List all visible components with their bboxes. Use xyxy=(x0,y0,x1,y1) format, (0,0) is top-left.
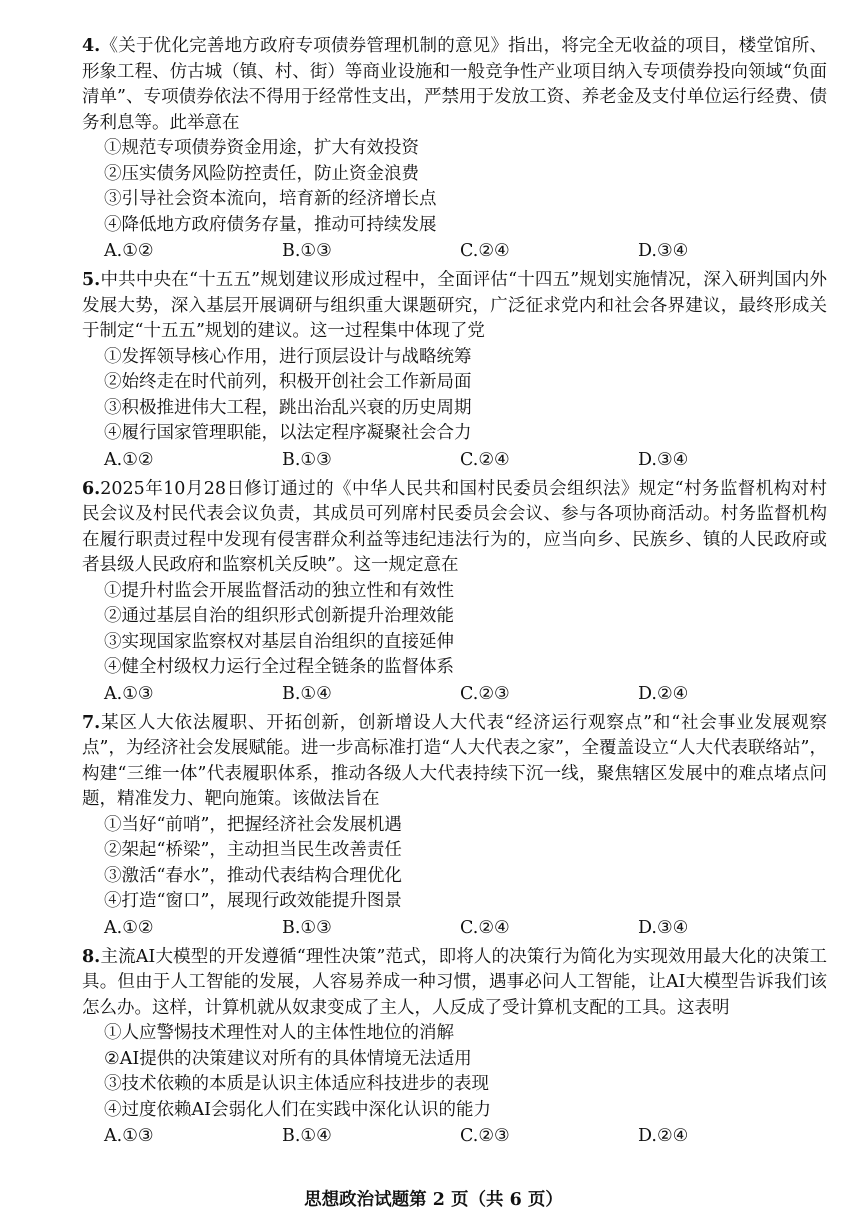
statement-list xyxy=(82,136,827,238)
question-number: 7. xyxy=(82,712,101,733)
answer-choice: D.③④ xyxy=(638,917,689,938)
answer-choice: C.②④ xyxy=(460,917,510,938)
statement-list xyxy=(82,579,827,681)
answer-choice: A.①② xyxy=(104,449,154,470)
question-7 xyxy=(82,711,827,941)
statement-list xyxy=(82,345,827,447)
answer-choices xyxy=(104,447,827,473)
statement-item: ①提升村监会开展监督活动的独立性和有效性 xyxy=(104,580,454,601)
question-stem xyxy=(82,34,827,136)
question-5 xyxy=(82,268,827,473)
question-text: 《关于优化完善地方政府专项债券管理机制的意见》指出，将完全无收益的项目，楼堂馆所、形象工程、仿古城（镇、村、街）等商业设施和一般竞争性产业项目纳入专项债券投向领域“负面清单”、专项债券依法不得用于经常性支出，严禁用于发放工资、养老金及支付单位运行经费、债务利息等。此举意在 xyxy=(82,36,827,133)
answer-choice: C.②④ xyxy=(460,241,510,261)
question-number: 6. xyxy=(82,478,101,499)
question-4 xyxy=(82,34,827,264)
statement-list xyxy=(82,1021,827,1123)
answer-choice: A.①② xyxy=(104,241,154,261)
answer-choice: D.②④ xyxy=(638,1126,689,1146)
answer-choice: B.①④ xyxy=(282,1126,332,1146)
question-list xyxy=(82,34,827,1149)
answer-choice: C.②④ xyxy=(460,449,510,470)
statement-item: ③实现国家监察权对基层自治组织的直接延伸 xyxy=(104,631,454,652)
statement-item: ④健全村级权力运行全过程全链条的监督体系 xyxy=(104,657,454,677)
statement-item: ②通过基层自治的组织形式创新提升治理效能 xyxy=(104,606,454,626)
statement-item: ③激活“春水”，推动代表结构合理优化 xyxy=(104,865,402,886)
question-text: 某区人大依法履职、开拓创新，创新增设人大代表“经济运行观察点”和“社会事业发展观察点”，为经济社会发展赋能。进一步高标准打造“人大代表之家”，全覆盖设立“人大代表联络站”，构建“三维一体”代表履职体系，推动各级人大代表持续下沉一线，聚焦辖区发展中的难点堵点问题，精准发力、靶向施策。该做法旨在 xyxy=(82,712,827,809)
statement-item: ④降低地方政府债务存量，推动可持续发展 xyxy=(104,214,437,235)
statement-item: ①规范专项债券资金用途，扩大有效投资 xyxy=(104,138,419,158)
answer-choice: A.①② xyxy=(104,917,154,938)
statement-item: ②AI提供的决策建议对所有的具体情境无法适用 xyxy=(104,1048,472,1069)
answer-choice: C.②③ xyxy=(460,683,510,704)
answer-choice: B.①④ xyxy=(282,683,332,704)
page-footer: 思想政治试题第 2 页（共 6 页） xyxy=(304,1190,563,1210)
answer-choice: D.③④ xyxy=(638,449,689,470)
answer-choice: B.①③ xyxy=(282,449,332,470)
answer-choices xyxy=(104,238,827,264)
statement-item: ②始终走在时代前列，积极开创社会工作新局面 xyxy=(104,372,472,392)
statement-item: ④过度依赖AI会弱化人们在实践中深化认识的能力 xyxy=(104,1099,492,1120)
question-number: 5. xyxy=(82,270,101,290)
answer-choice: D.③④ xyxy=(638,241,689,261)
statement-item: ②架起“桥梁”，主动担当民生改善责任 xyxy=(104,840,402,860)
answer-choice: B.①③ xyxy=(282,917,332,938)
question-stem xyxy=(82,711,827,813)
question-stem xyxy=(82,945,827,1022)
question-number: 4. xyxy=(82,36,101,56)
answer-choices xyxy=(104,1123,827,1149)
answer-choice: A.①③ xyxy=(104,683,154,704)
question-number: 8. xyxy=(82,946,101,967)
answer-choice: B.①③ xyxy=(282,241,332,261)
statement-item: ①发挥领导核心作用，进行顶层设计与战略统筹 xyxy=(104,346,472,367)
question-text: 中共中央在“十五五”规划建议形成过程中，全面评估“十四五”规划实施情况，深入研判国内外发展大势，深入基层开展调研与组织重大课题研究，广泛征求党内和社会各界建议，最终形成关于制定“十五五”规划的建议。这一过程集中体现了党 xyxy=(82,270,827,341)
answer-choice: C.②③ xyxy=(460,1126,510,1146)
statement-item: ③引导社会资本流向，培育新的经济增长点 xyxy=(104,189,437,209)
answer-choice: A.①③ xyxy=(104,1126,154,1146)
question-stem xyxy=(82,268,827,345)
answer-choices xyxy=(104,681,827,707)
question-6 xyxy=(82,477,827,707)
answer-choices xyxy=(104,915,827,941)
statement-item: ①当好“前哨”，把握经济社会发展机遇 xyxy=(104,814,402,835)
statement-item: ③积极推进伟大工程，跳出治乱兴衰的历史周期 xyxy=(104,397,472,418)
question-text: 主流AI大模型的开发遵循“理性决策”范式，即将人的决策行为简化为实现效用最大化的决策工具。但由于人工智能的发展，人容易养成一种习惯，遇事必问人工智能，让AI大模型告诉我们该怎么办。这样，计算机就从奴隶变成了主人，人反成了受计算机支配的工具。这表明 xyxy=(82,946,827,1018)
statement-item: ①人应警惕技术理性对人的主体性地位的消解 xyxy=(104,1023,454,1043)
statement-item: ③技术依赖的本质是认识主体适应科技进步的表现 xyxy=(104,1074,489,1094)
statement-item: ④履行国家管理职能，以法定程序凝聚社会合力 xyxy=(104,423,472,443)
statement-item: ②压实债务风险防控责任，防止资金浪费 xyxy=(104,163,419,184)
statement-list xyxy=(82,813,827,915)
question-stem xyxy=(82,477,827,579)
answer-choice: D.②④ xyxy=(638,683,689,704)
statement-item: ④打造“窗口”，展现行政效能提升图景 xyxy=(104,891,402,911)
question-8 xyxy=(82,945,827,1150)
question-text: 2025年10月28日修订通过的《中华人民共和国村民委员会组织法》规定“村务监督机构对村民会议及村民代表会议负责，其成员可列席村民委员会会议、参与各项协商活动。村务监督机构在履行职责过程中发现有侵害群众利益等违纪违法行为的，应当向乡、民族乡、镇的人民政府或者县级人民政府和监察机关反映”。这一规定意在 xyxy=(82,478,827,575)
